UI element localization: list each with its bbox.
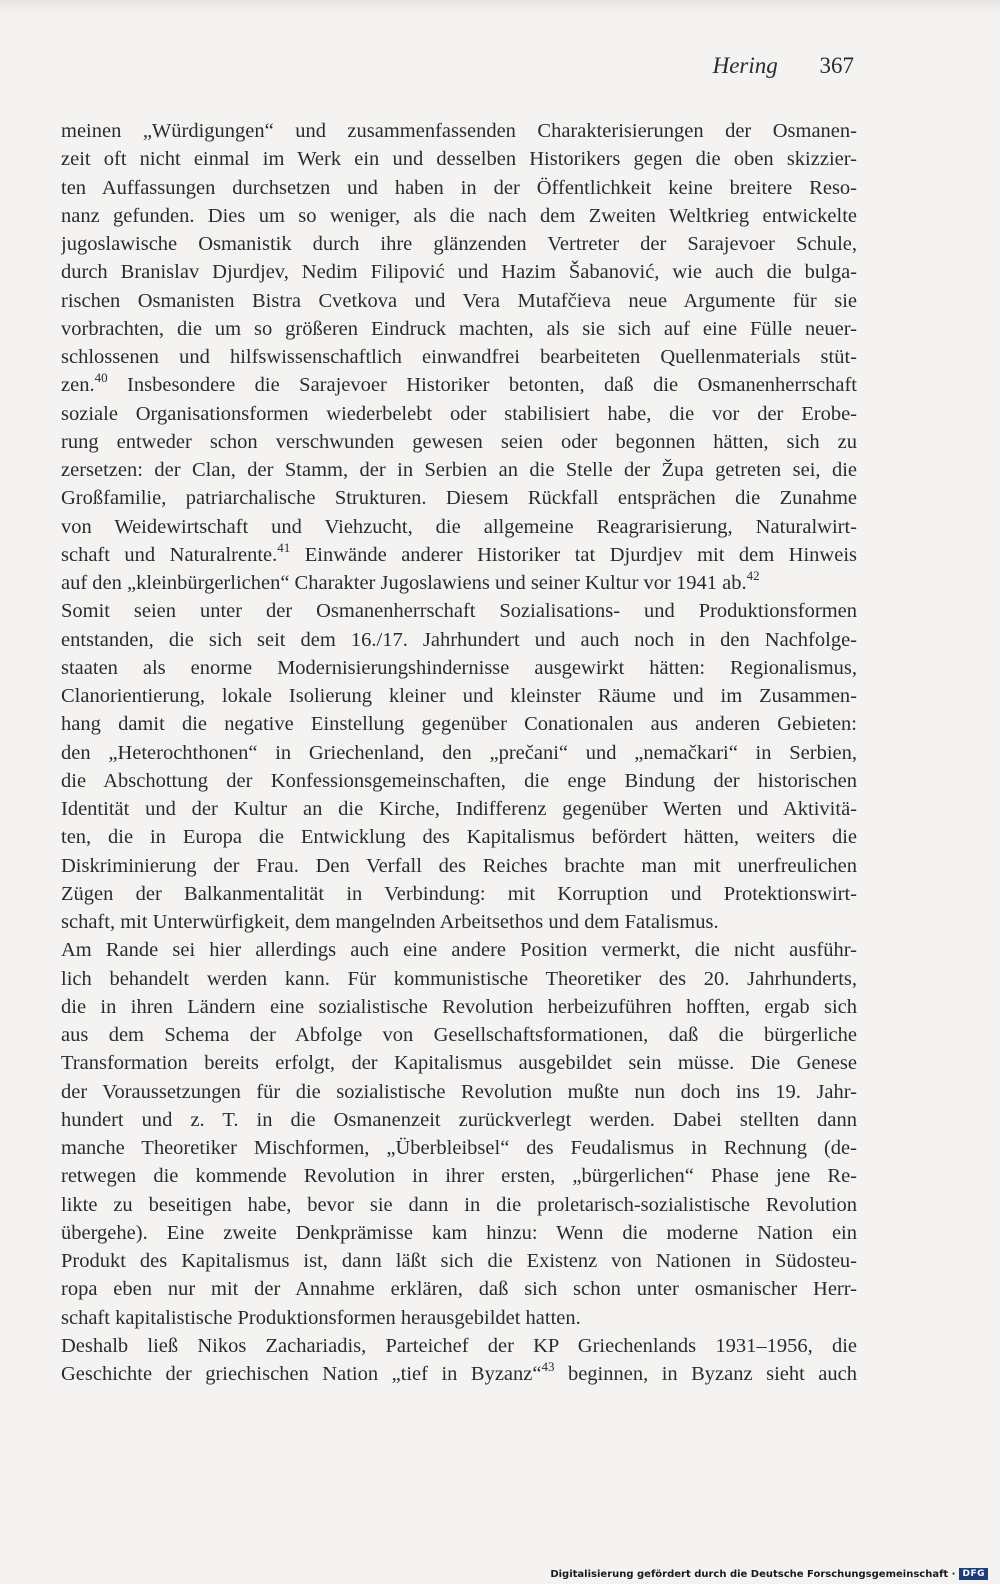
text-segment: Einwände anderer Historiker tat Djurdjev mit dem Hinweis (290, 543, 857, 566)
footnote-marker: 42 (746, 569, 760, 583)
text-segment: zen. (61, 374, 95, 397)
text-line (61, 1078, 857, 1106)
text-segment: die Abschottung der Konfessionsgemeinschaften, die enge Bindung der historischen (61, 769, 857, 792)
text-segment: vorbrachten, die um so größeren Eindruck machten, als sie sich auf eine Fülle neuer- (61, 317, 857, 340)
text-segment: auf den „kleinbürgerlichen“ Charakter Jugoslawiens und seiner Kultur vor 1941 ab. (61, 572, 747, 594)
text-line (61, 1247, 857, 1275)
text-line (61, 597, 857, 625)
text-segment: Transformation bereits erfolgt, der Kapitalismus ausgebildet sein müsse. Die Genese (61, 1052, 857, 1075)
text-segment: Geschichte der griechischen Nation „tief in Byzanz“ (61, 1363, 542, 1385)
text-line (61, 654, 857, 682)
text-line (61, 739, 857, 767)
text-line (61, 1332, 857, 1360)
text-line (61, 1162, 857, 1190)
footnote-marker: 41 (277, 540, 291, 555)
running-head (713, 52, 854, 80)
text-line (61, 1106, 857, 1134)
text-segment: von Weidewirtschaft und Viehzucht, die allgemeine Reagrarisierung, Naturalwirt- (61, 515, 857, 538)
text-segment: ropa eben nur mit der Annahme erklären, daß sich schon unter osmanischer Herr- (61, 1278, 857, 1301)
text-segment: übergehe). Eine zweite Denkprämisse kam hinzu: Wenn die moderne Nation ein (61, 1221, 857, 1244)
page-number: 367 (819, 53, 854, 78)
text-segment: ten Auffassungen durchsetzen und haben in der Öffentlichkeit keine breitere Reso- (61, 176, 857, 199)
text-segment: Clanorientierung, lokale Isolierung kleiner und kleinster Räume und im Zusammen- (61, 685, 857, 707)
digitization-footer (550, 1568, 988, 1580)
text-segment: rung entweder schon verschwunden gewesen seien oder begonnen hätten, sich zu (61, 430, 857, 453)
text-line (61, 823, 857, 851)
text-line (61, 965, 857, 993)
text-segment: retwegen die kommende Revolution in ihrer ersten, „bürgerlichen“ Phase jene Re- (61, 1165, 857, 1188)
text-segment: schaft, mit Unterwürfigkeit, dem mangelnden Arbeitsethos und dem Fatalismus. (61, 911, 719, 933)
footnote-marker: 43 (541, 1360, 555, 1374)
text-line (61, 230, 857, 258)
text-line (61, 936, 857, 964)
text-segment: aus dem Schema der Abfolge von Gesellschaftsformationen, daß die bürgerliche (61, 1024, 857, 1046)
text-segment: Diskriminierung der Frau. Den Verfall des Reiches brachte man mit unerfreulichen (61, 854, 857, 877)
body-text (61, 117, 857, 1388)
text-line (61, 174, 857, 202)
text-segment: hang damit die negative Einstellung gegenüber Conationalen aus anderen Gebieten: (61, 713, 857, 736)
text-segment: likte zu beseitigen habe, bevor sie dann in die proletarisch-sozialistische Revolution (61, 1193, 857, 1216)
text-line (61, 1219, 857, 1247)
text-segment: zeit oft nicht einmal im Werk ein und desselben Historikers gegen die oben skizzier- (61, 148, 857, 171)
text-line (61, 1191, 857, 1219)
text-line (61, 513, 857, 541)
text-line (61, 258, 857, 286)
text-segment: schaft und Naturalrente. (61, 543, 278, 566)
text-line (61, 202, 857, 230)
text-line (61, 484, 857, 512)
text-segment: schlossenen und hilfswissenschaftlich einwandfrei bearbeiteten Quellenmaterials stüt- (61, 346, 857, 368)
text-line (61, 626, 857, 654)
text-line (61, 880, 857, 908)
text-line (61, 428, 857, 456)
text-line (61, 569, 857, 597)
text-segment: beginnen, in Byzanz sieht auch (554, 1363, 857, 1385)
text-segment: soziale Organisationsformen wiederbelebt oder stabilisiert habe, die vor der Erobe- (61, 402, 857, 425)
text-line (61, 710, 857, 738)
page-edge-shadow (0, 0, 1000, 14)
text-segment: Somit seien unter der Osmanenherrschaft Sozialisations- und Produktionsformen (61, 600, 857, 623)
text-line (61, 1134, 857, 1162)
text-segment: der Voraussetzungen für die sozialistische Revolution mußte nun doch ins 19. Jahr- (61, 1080, 857, 1103)
text-segment: Zügen der Balkanmentalität in Verbindung: mit Korruption und Protektionswirt- (61, 882, 857, 905)
text-segment: die in ihren Ländern eine sozialistische Revolution herbeizuführen hofften, ergab sich (61, 995, 857, 1018)
text-line (61, 343, 857, 371)
text-segment: Großfamilie, patriarchalische Strukturen. Diesem Rückfall entsprächen die Zunahme (61, 487, 857, 510)
text-line (61, 795, 857, 823)
text-line (61, 541, 857, 569)
text-segment: zersetzen: der Clan, der Stamm, der in Serbien an die Stelle der Župa getreten sei, die (61, 459, 857, 481)
footer-text: Digitalisierung gefördert durch die Deutsche Forschungsgemeinschaft · (550, 1568, 956, 1580)
text-segment: Am Rande sei hier allerdings auch eine andere Position vermerkt, die nicht ausführ- (61, 939, 857, 962)
text-segment: hundert und z. T. in die Osmanenzeit zurückverlegt werden. Dabei stellten dann (61, 1108, 857, 1131)
text-line (61, 117, 857, 145)
text-line (61, 287, 857, 315)
text-line (61, 400, 857, 428)
text-line (61, 767, 857, 795)
text-line (61, 1304, 857, 1332)
text-segment: manche Theoretiker Mischformen, „Überbleibsel“ des Feudalismus in Rechnung (de- (61, 1137, 857, 1159)
text-line (61, 315, 857, 343)
footnote-marker: 40 (94, 371, 108, 386)
text-segment: ten, die in Europa die Entwicklung des Kapitalismus befördert hätten, weiters die (61, 826, 857, 849)
text-segment: staaten als enorme Modernisierungshindernisse ausgewirkt hätten: Regionalismus, (61, 656, 857, 679)
text-segment: schaft kapitalistische Produktionsformen herausgebildet hatten. (61, 1306, 581, 1329)
running-title: Hering (712, 53, 778, 78)
text-line (61, 145, 857, 173)
text-segment: meinen „Würdigungen“ und zusammenfassenden Charakterisierungen der Osmanen- (61, 120, 857, 142)
text-segment: Deshalb ließ Nikos Zachariadis, Parteichef der KP Griechenlands 1931–1956, die (61, 1334, 857, 1357)
text-segment: nanz gefunden. Dies um so weniger, als die nach dem Zweiten Weltkrieg entwickelte (61, 204, 857, 227)
text-line (61, 1049, 857, 1077)
text-line (61, 852, 857, 880)
text-segment: Produkt des Kapitalismus ist, dann läßt sich die Existenz von Nationen in Südosteu- (61, 1250, 857, 1272)
text-line (61, 1021, 857, 1049)
text-segment: lich behandelt werden kann. Für kommunistische Theoretiker des 20. Jahrhunderts, (61, 967, 857, 990)
dfg-logo: DFG (959, 1568, 988, 1580)
text-segment: jugoslawische Osmanistik durch ihre glänzenden Vertreter der Sarajevoer Schule, (61, 233, 857, 255)
text-line (61, 1360, 857, 1388)
text-segment: entstanden, die sich seit dem 16./17. Jahrhundert und auch noch in den Nachfolge- (61, 628, 857, 651)
text-line (61, 371, 857, 399)
text-line (61, 682, 857, 710)
text-line (61, 456, 857, 484)
text-segment: durch Branislav Djurdjev, Nedim Filipović und Hazim Šabanović, wie auch die bulga- (61, 261, 857, 284)
text-segment: Identität und der Kultur an die Kirche, Indifferenz gegenüber Werten und Aktivitä- (61, 798, 857, 820)
text-segment: den „Heterochthonen“ in Griechenland, den „prečani“ und „nemačkari“ in Serbien, (61, 741, 857, 764)
text-line (61, 1275, 857, 1303)
text-line (61, 993, 857, 1021)
text-segment: Insbesondere die Sarajevoer Historiker betonten, daß die Osmanenherrschaft (107, 374, 857, 397)
text-line (61, 908, 857, 936)
text-segment: rischen Osmanisten Bistra Cvetkova und Vera Mutafčieva neue Argumente für sie (61, 289, 857, 312)
